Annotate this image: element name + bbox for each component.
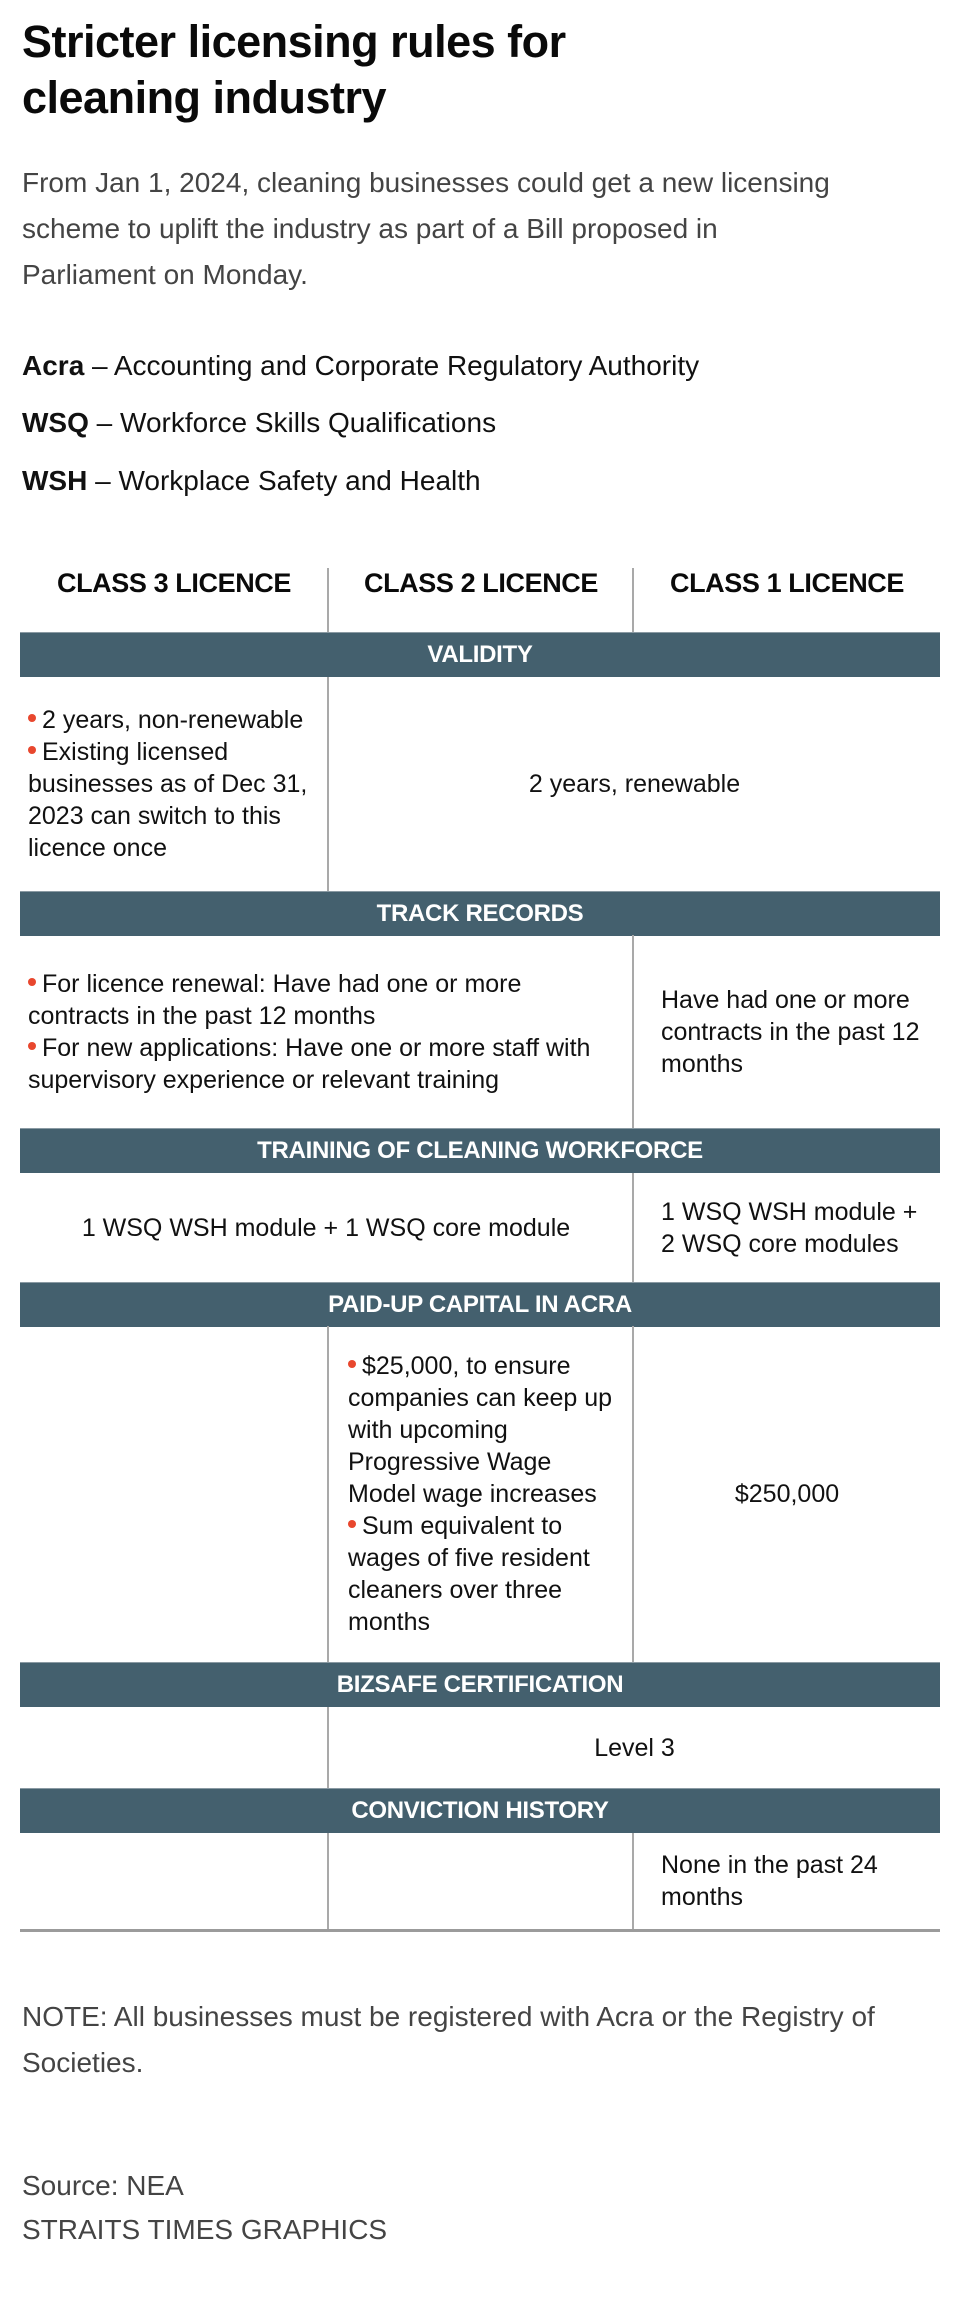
column-divider — [632, 935, 634, 1128]
section-heading: PAID-UP CAPITAL IN ACRA — [328, 1291, 632, 1318]
column-header-class-3 — [20, 568, 328, 632]
bullet-text: For licence renewal: Have had one or more contracts in the past 12 months — [28, 969, 522, 1030]
section-band-bizsafe — [20, 1662, 940, 1707]
section-band-track-records — [20, 891, 940, 936]
training-class-1-cell — [661, 1173, 931, 1282]
validity-class-2-1-cell — [329, 677, 940, 891]
abbreviation-separator: – — [95, 465, 111, 496]
abbreviation-wsq — [22, 405, 496, 441]
abbreviation-term: Acra — [22, 350, 85, 381]
cell-text: 2 years, renewable — [528, 770, 741, 798]
bullet-text: 2 years, non-renewable — [42, 706, 304, 734]
abbreviation-meaning: Workplace Safety and Health — [118, 465, 481, 496]
paid-up-capital-class-3-cell — [20, 1326, 326, 1662]
paid-up-capital-class-1-cell — [634, 1326, 940, 1662]
list-item — [348, 1510, 620, 1638]
bullet-icon — [28, 1042, 36, 1050]
source-text: Source: NEA — [22, 2170, 184, 2201]
bullet-text: Sum equivalent to wages of five resident cleaners over three months — [348, 1512, 590, 1636]
column-header-class-2 — [329, 568, 633, 632]
bullet-icon — [28, 714, 36, 722]
note-text: NOTE: All businesses must be registered with Acra or the Registry of Societies. — [22, 2001, 875, 2078]
list-item — [28, 1032, 628, 1096]
bizsafe-class-2-1-cell — [329, 1707, 940, 1788]
list-item — [348, 1350, 620, 1510]
abbreviation-meaning: Accounting and Corporate Regulatory Authority — [113, 350, 700, 381]
section-heading: VALIDITY — [427, 641, 533, 668]
column-divider — [632, 1173, 634, 1282]
list-item — [28, 704, 326, 736]
abbreviation-term: WSH — [22, 465, 88, 496]
bullet-icon — [348, 1360, 356, 1368]
abbreviation-term: WSQ — [22, 407, 89, 438]
cell-text: None in the past 24 months — [661, 1851, 878, 1911]
bullet-icon — [28, 978, 36, 986]
cell-text: 1 WSQ WSH module + 1 WSQ core module — [81, 1213, 571, 1242]
abbreviation-separator: – — [96, 407, 113, 438]
source-block — [22, 2164, 387, 2252]
section-band-conviction-history — [20, 1788, 940, 1833]
abbreviation-acra — [22, 348, 699, 384]
validity-class-3-cell — [28, 677, 326, 891]
cell-text: $250,000 — [734, 1480, 840, 1508]
intro-line: scheme to uplift the industry as part of a Bill proposed in — [22, 213, 718, 244]
column-header-class-1 — [634, 568, 940, 632]
bullet-text: For new applications: Have one or more staff with supervisory experience or relevant training — [28, 1033, 591, 1094]
abbreviation-wsh — [22, 463, 481, 499]
bullet-icon — [28, 746, 36, 754]
section-band-paid-up-capital — [20, 1282, 940, 1327]
section-heading: TRACK RECORDS — [376, 900, 584, 927]
cell-text: 1 WSQ WSH module + 2 WSQ core modules — [661, 1197, 918, 1258]
cell-text: Have had one or more contracts in the past 12 months — [661, 985, 920, 1078]
section-band-training — [20, 1128, 940, 1173]
cell-text: Level 3 — [594, 1733, 675, 1762]
column-divider — [632, 1833, 634, 1929]
conviction-class-2-cell — [329, 1833, 632, 1929]
bullet-text: $25,000, to ensure companies can keep up with upcoming Progressive Wage Model wage increases — [348, 1352, 613, 1508]
section-band-validity — [20, 632, 940, 677]
section-heading: BIZSAFE CERTIFICATION — [336, 1671, 624, 1698]
title-line-2: cleaning industry — [22, 72, 387, 123]
bullet-icon — [348, 1520, 356, 1528]
column-header-label: CLASS 1 LICENCE — [669, 568, 905, 598]
bullet-text: Existing licensed businesses as of Dec 31, 2023 can switch to this licence once — [28, 738, 308, 862]
column-divider — [327, 1326, 329, 1662]
training-class-3-2-cell — [20, 1173, 632, 1282]
column-divider — [327, 568, 329, 632]
conviction-class-1-cell — [661, 1833, 901, 1929]
abbreviation-meaning: Workforce Skills Qualifications — [120, 407, 497, 438]
section-heading: TRAINING OF CLEANING WORKFORCE — [257, 1137, 703, 1164]
page-title — [22, 14, 922, 126]
intro-line: Parliament on Monday. — [22, 259, 308, 290]
intro-paragraph — [22, 160, 922, 298]
section-heading: CONVICTION HISTORY — [351, 1797, 609, 1824]
column-divider — [632, 568, 634, 632]
track-records-class-3-2-cell — [28, 935, 628, 1128]
paid-up-capital-class-2-cell — [348, 1326, 620, 1662]
abbreviation-separator: – — [92, 350, 108, 381]
list-item — [28, 736, 326, 864]
conviction-class-3-cell — [20, 1833, 326, 1929]
column-header-label: CLASS 2 LICENCE — [363, 568, 599, 598]
bizsafe-class-3-cell — [20, 1707, 326, 1788]
credit-text: STRAITS TIMES GRAPHICS — [22, 2214, 388, 2245]
column-header-label: CLASS 3 LICENCE — [56, 568, 292, 598]
track-records-class-1-cell — [661, 935, 931, 1128]
list-item — [28, 968, 628, 1032]
title-line-1: Stricter licensing rules for — [22, 16, 566, 67]
table-bottom-rule — [20, 1929, 940, 1932]
intro-line: From Jan 1, 2024, cleaning businesses could get a new licensing — [22, 167, 830, 198]
